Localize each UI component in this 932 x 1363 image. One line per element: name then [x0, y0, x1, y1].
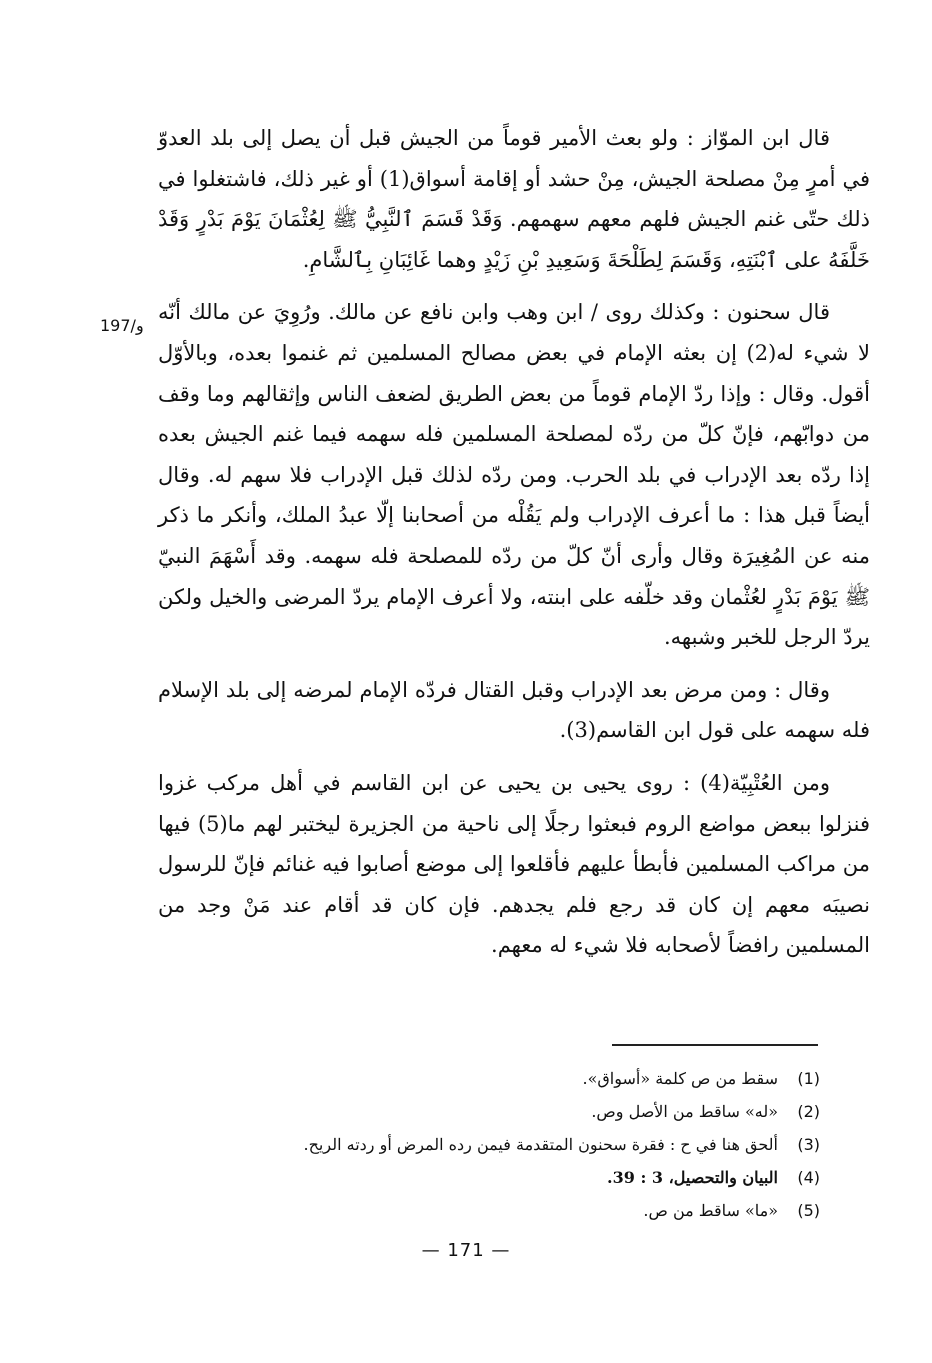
- footnote-text: «ما» ساقط من ص.: [643, 1201, 778, 1220]
- main-text: [158, 118, 870, 966]
- footnote: [220, 1128, 820, 1161]
- footnote: [220, 1161, 820, 1194]
- footnote-text: «له» ساقط من الأصل وص.: [591, 1102, 778, 1121]
- paragraph: ومن العُتْبِيّة(4) : روى يحيى بن يحيى عن ابن القاسم في أهل مركب غزوا فنزلوا ببعض مواضع الروم فبعثوا رجلًا إلى ناحية من الجزيرة ليختبر لهم ما(5) فيها من مراكب المسلمين فأبطأ عليهم فأقلعوا إلى موضع أصابوا فيه غنائم فإنّ للرسول نصيبَه معهم إن كان قد رجع فلم يجدهم. فإن كان قد أقام عند مَنْ وجد من المسلمين رافضاً لأصحابه فلا شيء له معهم.: [158, 770, 870, 958]
- paragraph: وقال : ومن مرض بعد الإدراب وقبل القتال فردّه الإمام لمرضه إلى بلد الإسلام فله سهمه على قول ابن القاسم(3).: [158, 677, 870, 743]
- footnote-text: ألحق هنا في ح : فقرة سحنون المتقدمة فيمن رده المرض أو ردته الريح.: [303, 1135, 778, 1154]
- footnote-number: (3): [797, 1135, 820, 1154]
- paragraph: قال سحنون : وكذلك روى / ابن وهب وابن نافع عن مالك. ورُوِيَ عن مالك أنّه لا شيء له(2) إن بعثه الإمام في بعض مصالح المسلمين ثم غنموا بعده، وبالأوّل أقول. وقال : وإذا ردّ الإمام قوماً من بعض الطريق لضعف الناس وإثقالهم وما وقف من دوابّهم، فإنّ كلّ من ردّه لمصلحة المسلمين فله سهمه فيما غنم الجيش بعده إذا ردّه بعد الإدراب في بلد الحرب. ومن ردّه لذلك قبل الإدراب فلا سهم له. وقال أيضاً قبل هذا : ما أعرف الإدراب ولم يَقُلْه من أصحابنا إلّا عبدُ الملك، وأنكر ما ذكر منه عن المُغِيرَة وقال وأرى أنّ كلّ من ردّه للمصلحة فله سهمه. وقد أَسْهَمَ النبيّ ﷺ يَوْمَ بَدْرٍ لعُثْمان وقد خلّفه على ابنته، ولا أعرف الإمام يردّ المرضى والخيل ولكن يردّ الرجل للخبر وشبهه.: [158, 300, 870, 650]
- page-number: — 171 —: [421, 1240, 511, 1261]
- footnote-number: (5): [797, 1201, 820, 1220]
- footnote-separator: [612, 1044, 818, 1046]
- footnote-text: سقط من ص كلمة «أسواق».: [582, 1069, 778, 1088]
- footnote-text: البيان والتحصيل، 3 : 39.: [607, 1168, 778, 1187]
- footnote-number: (1): [797, 1069, 820, 1088]
- paragraph: قال ابن الموّاز : ولو بعث الأمير قوماً من الجيش قبل أن يصل إلى بلد العدوّ في أمرٍ مِنْ مصلحة الجيش، مِنْ حشد أو إقامة أسواق(1) أو غير ذلك، فاشتغلوا في ذلك حتّى غنم الجيش فلهم معهم سهمهم. وَقَدْ قَسَمَ ٱلنَّبِيُّ ﷺ لِعُثْمَانَ يَوْمَ بَدْرٍ وَقَدْ خَلَّفَهُ على ٱبْنَتِهِ، وَقَسَمَ لِطَلْحَةَ وَسَعِيدِ بْنِ زَيْدٍ وهما غَائِبَانِ بِٱلشَّامِ.: [158, 126, 870, 272]
- folio-margin-note: 197/و: [100, 316, 144, 335]
- footnote: [220, 1194, 820, 1227]
- footnote-number: (2): [797, 1102, 820, 1121]
- footnote: [220, 1095, 820, 1128]
- footnote: [220, 1062, 820, 1095]
- footnotes: [220, 1062, 820, 1227]
- footnote-number: (4): [797, 1168, 820, 1187]
